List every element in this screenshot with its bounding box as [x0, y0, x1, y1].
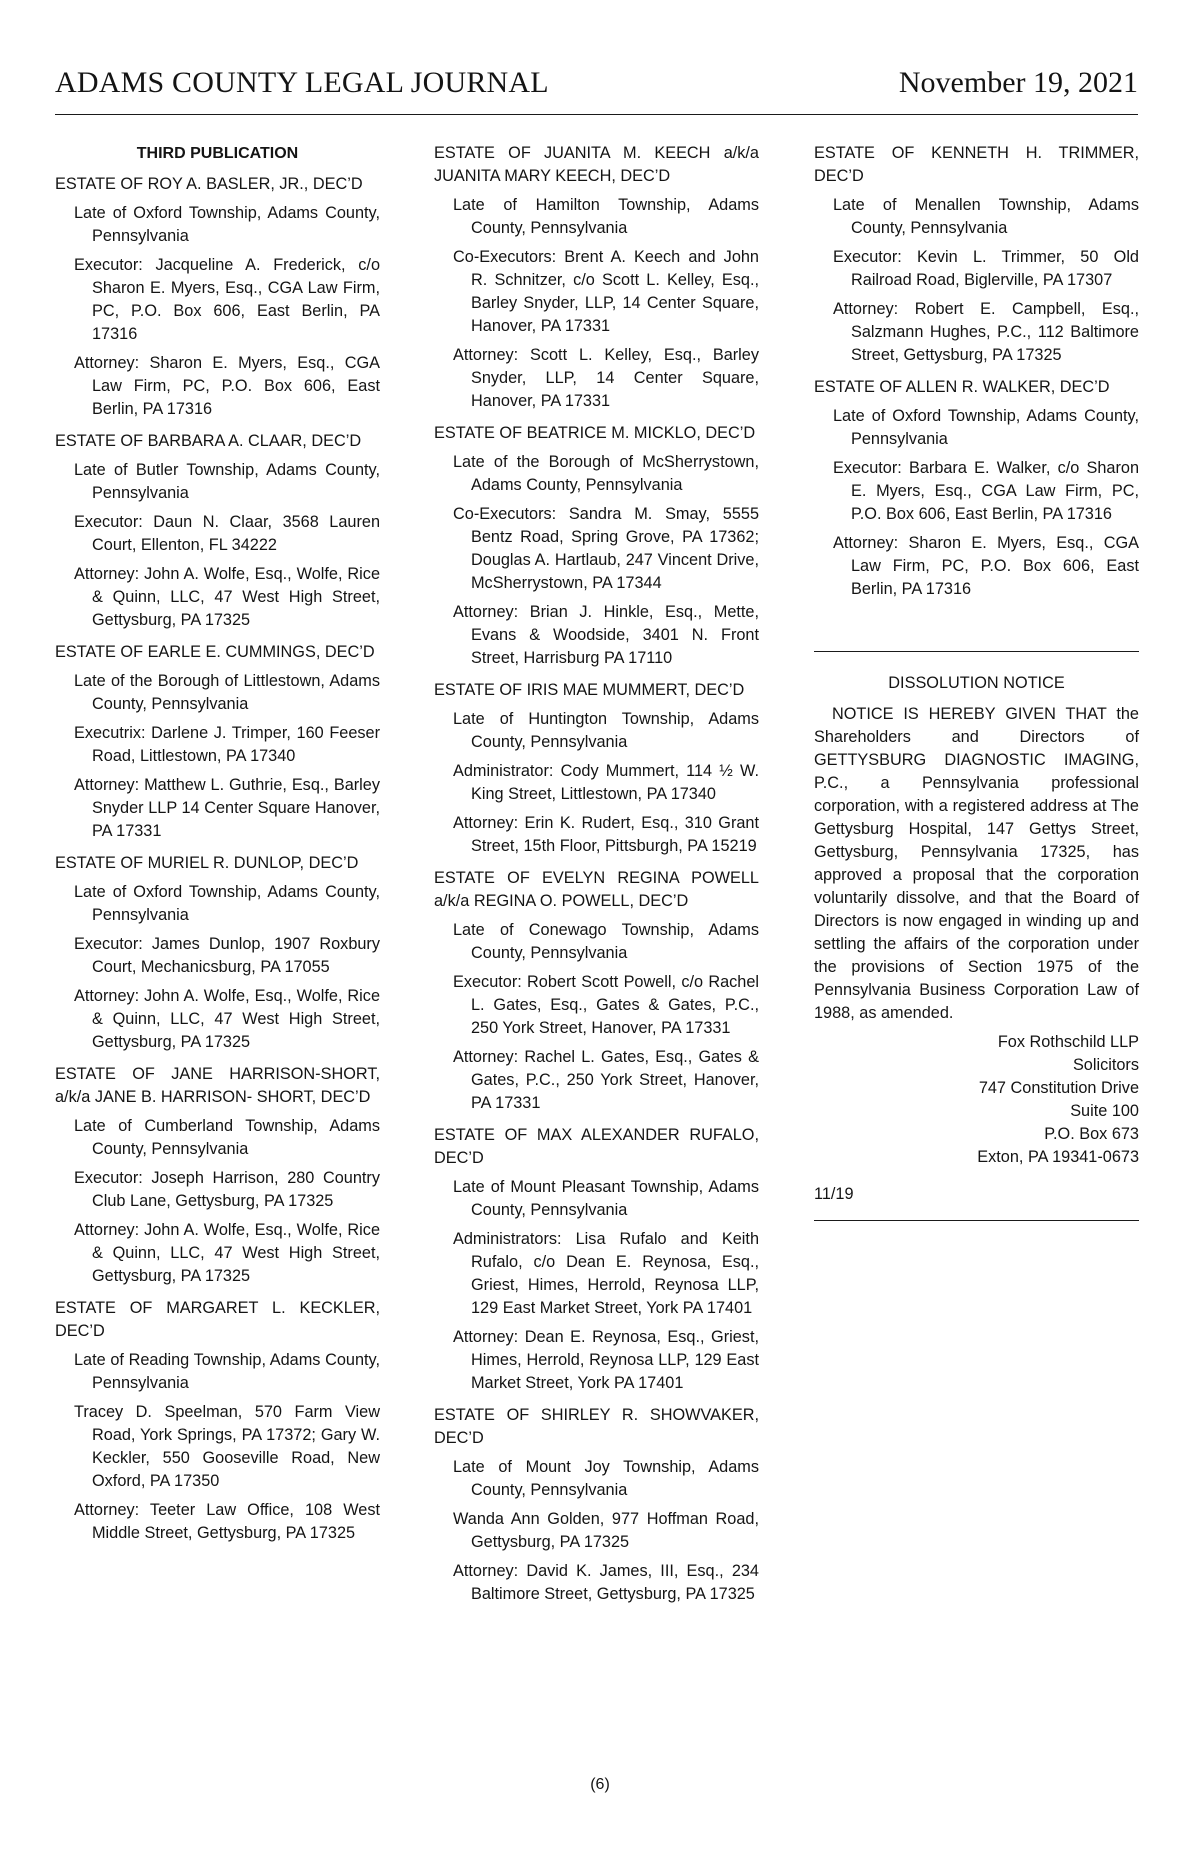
signature-city: Exton, PA 19341-0673	[977, 1148, 1139, 1166]
notice-body: NOTICE IS HEREBY GIVEN THAT the Shareholders and Directors of GETTYSBURG DIAGNOSTIC IMAGING, P.C., a Pennsylvania professional corporation, with a registered address at The Gettysburg Hospital, 147 Gettys Street, Gettysburg, Pennsylvania 17325, has approved a proposal that the corporation voluntarily dissolve, and that the Board of Directors is now engaged in winding up and settling the affairs of the corporation under the provisions of Section 1975 of the Pennsylvania Business Corporation Law of 1988, as amended.	[814, 705, 1139, 1022]
estate-attorney: Attorney: Scott L. Kelley, Esq., Barley Snyder, LLP, 14 Center Square, Hanover, PA 17331	[453, 346, 759, 410]
estate-name: ESTATE OF JANE HARRISON-SHORT, a/k/a JANE B. HARRISON- SHORT, DEC’D	[55, 1065, 380, 1106]
estate-notice	[55, 641, 380, 843]
estate-attorney: Attorney: Teeter Law Office, 108 West Middle Street, Gettysburg, PA 17325	[74, 1501, 380, 1542]
estate-attorney: Attorney: Sharon E. Myers, Esq., CGA Law Firm, PC, P.O. Box 606, East Berlin, PA 17316	[833, 534, 1139, 598]
estate-name: ESTATE OF JUANITA M. KEECH a/k/a JUANITA MARY KEECH, DEC’D	[434, 144, 759, 185]
notice-title: DISSOLUTION NOTICE	[888, 674, 1065, 692]
estate-representative: Executor: Barbara E. Walker, c/o Sharon E. Myers, Esq., CGA Law Firm, PC, P.O. Box 606, East Berlin, PA 17316	[833, 459, 1139, 523]
estate-residence: Late of Menallen Township, Adams County, Pennsylvania	[833, 196, 1139, 237]
estate-representative: Administrators: Lisa Rufalo and Keith Rufalo, c/o Dean E. Reynosa, Esq., Griest, Himes, Herrold, Reynosa LLP, 129 East Market Street, York PA 17401	[453, 1230, 759, 1317]
estate-representative: Co-Executors: Brent A. Keech and John R. Schnitzer, c/o Scott L. Kelley, Esq., Barley Snyder, LLP, 14 Center Square, Hanover, PA 17331	[453, 248, 759, 335]
estate-notice	[434, 1124, 759, 1395]
estate-name: ESTATE OF SHIRLEY R. SHOWVAKER, DEC’D	[434, 1406, 759, 1447]
issue-date: November 19, 2021	[898, 66, 1138, 99]
estate-representative: Administrator: Cody Mummert, 114 ½ W. King Street, Littlestown, PA 17340	[453, 762, 759, 803]
estate-name: ESTATE OF BARBARA A. CLAAR, DEC’D	[55, 432, 362, 450]
estate-residence: Late of the Borough of Littlestown, Adams County, Pennsylvania	[74, 672, 380, 713]
estate-residence: Late of Oxford Township, Adams County, Pennsylvania	[833, 407, 1139, 448]
estate-name: ESTATE OF EVELYN REGINA POWELL a/k/a REGINA O. POWELL, DEC’D	[434, 869, 759, 910]
estate-attorney: Attorney: Sharon E. Myers, Esq., CGA Law Firm, PC, P.O. Box 606, East Berlin, PA 17316	[74, 354, 380, 418]
estate-residence: Late of Mount Pleasant Township, Adams County, Pennsylvania	[453, 1178, 759, 1219]
signature-suite: Suite 100	[1070, 1102, 1139, 1120]
estate-residence: Late of Mount Joy Township, Adams County, Pennsylvania	[453, 1458, 759, 1499]
estate-residence: Late of Cumberland Township, Adams County, Pennsylvania	[74, 1117, 380, 1158]
signature-firm: Fox Rothschild LLP	[997, 1033, 1139, 1051]
estate-residence: Late of Butler Township, Adams County, Pennsylvania	[74, 461, 380, 502]
estate-name: ESTATE OF ROY A. BASLER, JR., DEC’D	[55, 175, 363, 193]
estate-representative: Executor: Kevin L. Trimmer, 50 Old Railroad Road, Biglerville, PA 17307	[833, 248, 1139, 289]
estate-name: ESTATE OF IRIS MAE MUMMERT, DEC’D	[434, 681, 745, 699]
estate-attorney: Attorney: John A. Wolfe, Esq., Wolfe, Rice & Quinn, LLC, 47 West High Street, Gettysburg, PA 17325	[74, 1221, 380, 1285]
estate-representative: Wanda Ann Golden, 977 Hoffman Road, Gettysburg, PA 17325	[453, 1510, 759, 1551]
estate-representative: Executor: James Dunlop, 1907 Roxbury Court, Mechanicsburg, PA 17055	[74, 935, 380, 976]
estate-residence: Late of Oxford Township, Adams County, Pennsylvania	[74, 883, 380, 924]
signature-role: Solicitors	[1072, 1056, 1139, 1074]
estate-notice	[55, 173, 380, 421]
estate-attorney: Attorney: Erin K. Rudert, Esq., 310 Grant Street, 15th Floor, Pittsburgh, PA 15219	[453, 814, 759, 855]
estate-attorney: Attorney: Robert E. Campbell, Esq., Salzmann Hughes, P.C., 112 Baltimore Street, Gettysburg, PA 17325	[833, 300, 1139, 364]
estate-representative: Executrix: Darlene J. Trimper, 160 Feeser Road, Littlestown, PA 17340	[74, 724, 380, 765]
column-1	[55, 142, 380, 1554]
estate-representative: Executor: Jacqueline A. Frederick, c/o Sharon E. Myers, Esq., CGA Law Firm, PC, P.O. Box 606, East Berlin, PA 17316	[74, 256, 380, 343]
estate-representative: Co-Executors: Sandra M. Smay, 5555 Bentz Road, Spring Grove, PA 17362; Douglas A. Hartlaub, 247 Vincent Drive, McSherrystown, PA 17344	[453, 505, 759, 592]
section-heading: THIRD PUBLICATION	[136, 145, 299, 162]
column-3	[814, 142, 1139, 1221]
estate-name: ESTATE OF MARGARET L. KECKLER, DEC’D	[55, 1299, 380, 1340]
estate-attorney: Attorney: Rachel L. Gates, Esq., Gates & Gates, P.C., 250 York Street, Hanover, PA 17331	[453, 1048, 759, 1112]
estate-attorney: Attorney: John A. Wolfe, Esq., Wolfe, Rice & Quinn, LLC, 47 West High Street, Gettysburg, PA 17325	[74, 565, 380, 629]
dissolution-notice	[814, 672, 1139, 1206]
estate-attorney: Attorney: Brian J. Hinkle, Esq., Mette, Evans & Woodside, 3401 N. Front Street, Harrisburg PA 17110	[453, 603, 759, 667]
estate-residence: Late of Hamilton Township, Adams County, Pennsylvania	[453, 196, 759, 237]
estate-name: ESTATE OF MAX ALEXANDER RUFALO, DEC’D	[434, 1126, 759, 1167]
journal-title: ADAMS COUNTY LEGAL JOURNAL	[55, 66, 549, 99]
estate-name: ESTATE OF MURIEL R. DUNLOP, DEC’D	[55, 854, 359, 872]
estate-residence: Late of the Borough of McSherrystown, Adams County, Pennsylvania	[453, 453, 759, 494]
section-divider	[814, 1220, 1139, 1221]
estate-notice	[55, 852, 380, 1054]
estate-attorney: Attorney: David K. James, III, Esq., 234 Baltimore Street, Gettysburg, PA 17325	[453, 1562, 759, 1603]
signature-po-box: P.O. Box 673	[1044, 1125, 1139, 1143]
estate-name: ESTATE OF EARLE E. CUMMINGS, DEC’D	[55, 643, 375, 661]
estate-notice	[814, 376, 1139, 601]
estate-name: ESTATE OF BEATRICE M. MICKLO, DEC’D	[434, 424, 756, 442]
signature-block	[814, 1031, 1139, 1169]
estate-attorney: Attorney: Matthew L. Guthrie, Esq., Barley Snyder LLP 14 Center Square Hanover, PA 17331	[74, 776, 380, 840]
estate-notice	[55, 1063, 380, 1288]
estate-attorney: Attorney: John A. Wolfe, Esq., Wolfe, Rice & Quinn, LLC, 47 West High Street, Gettysburg, PA 17325	[74, 987, 380, 1051]
estate-representative: Executor: Joseph Harrison, 280 Country Club Lane, Gettysburg, PA 17325	[74, 1169, 380, 1210]
section-divider	[814, 651, 1139, 652]
estate-residence: Late of Conewago Township, Adams County, Pennsylvania	[453, 921, 759, 962]
estate-residence: Late of Reading Township, Adams County, Pennsylvania	[74, 1351, 380, 1392]
estate-notice	[434, 1404, 759, 1606]
estate-representative: Tracey D. Speelman, 570 Farm View Road, York Springs, PA 17372; Gary W. Keckler, 550 Gooseville Road, New Oxford, PA 17350	[74, 1403, 380, 1490]
estate-representative: Executor: Daun N. Claar, 3568 Lauren Court, Ellenton, FL 34222	[74, 513, 380, 554]
notice-date: 11/19	[814, 1185, 854, 1203]
estate-notice	[55, 430, 380, 632]
estate-representative: Executor: Robert Scott Powell, c/o Rachel L. Gates, Esq., Gates & Gates, P.C., 250 York Street, Hanover, PA 17331	[453, 973, 759, 1037]
page-header	[55, 66, 1138, 115]
estate-notice	[55, 1297, 380, 1545]
estate-residence: Late of Huntington Township, Adams County, Pennsylvania	[453, 710, 759, 751]
estate-name: ESTATE OF ALLEN R. WALKER, DEC’D	[814, 378, 1110, 396]
estate-notice	[434, 867, 759, 1115]
page-number: (6)	[590, 1776, 610, 1793]
signature-address: 747 Constitution Drive	[978, 1079, 1139, 1097]
estate-attorney: Attorney: Dean E. Reynosa, Esq., Griest, Himes, Herrold, Reynosa LLP, 129 East Market Street, York PA 17401	[453, 1328, 759, 1392]
estate-residence: Late of Oxford Township, Adams County, Pennsylvania	[74, 204, 380, 245]
estate-name: ESTATE OF KENNETH H. TRIMMER, DEC’D	[814, 144, 1139, 185]
estate-notice	[434, 679, 759, 858]
estate-notice	[814, 142, 1139, 367]
estate-notice	[434, 142, 759, 413]
estate-notice	[434, 422, 759, 670]
column-2	[434, 142, 759, 1615]
